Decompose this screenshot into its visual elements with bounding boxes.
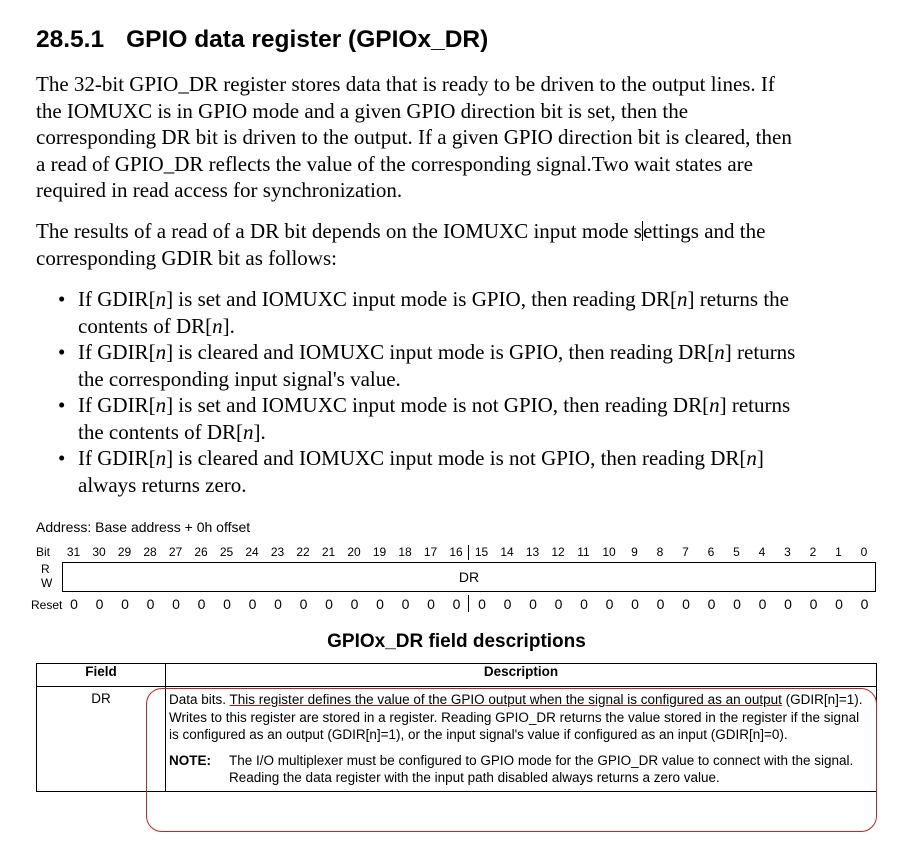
bit-number: 16 [449,545,463,559]
paragraph-line: required in read access for synchronization. [36,178,403,202]
bit-number: 12 [551,545,565,559]
bullet-icon: • [58,393,66,417]
reset-value: 0 [376,596,384,612]
bit-number: 28 [143,545,157,559]
bit-number: 0 [860,545,868,559]
bit-number: 5 [733,545,740,559]
reset-value: 0 [197,596,206,612]
field-name-cell: DR [37,687,166,792]
section-number: 28.5.1 [36,26,105,53]
text: ] is cleared and IOMUXC input mode is GPIO, then reading DR[ [166,340,715,364]
paragraph-line: the IOMUXC is in GPIO mode and a given GPIO direction bit is set, then the [36,98,689,123]
field-table-title: GPIOx_DR field descriptions [327,631,586,652]
text: ] returns [724,340,796,364]
bit-number: 18 [398,545,412,559]
reset-value: 0 [452,596,461,612]
reset-value: 0 [248,596,257,612]
column-header-field: Field [37,664,166,687]
reset-value: 0 [503,596,512,612]
table-row [37,687,877,792]
reset-value: 0 [733,596,741,612]
note-block [169,752,872,787]
italic-n: n [155,446,167,470]
italic-n: n [155,340,167,364]
paragraph-intro [36,71,792,204]
list-item [58,392,795,445]
reset-value: 0 [835,596,843,612]
bit-number: 20 [347,545,361,559]
text: If GDIR[ [78,446,156,470]
text: ]. [253,419,266,444]
bit-number: 6 [707,545,715,559]
read-behavior-list [58,286,795,498]
reset-value: 0 [325,596,333,612]
bit-number: 8 [656,545,664,559]
bit-number: 22 [296,545,310,559]
bit-number: 14 [500,545,514,559]
read-label: R [41,562,50,576]
halfword-divider [468,595,469,612]
paragraph-line: The 32-bit GPIO_DR register stores data that is ready to be driven to the output lines. If [36,72,775,96]
bit-number: 27 [168,545,183,559]
reset-value: 0 [401,596,410,612]
note-text: The I/O multiplexer must be configured to GPIO mode for the GPIO_DR value to connect with the signal. Reading the data register with the input path disabled always returns a zero value. [229,752,854,785]
text: If GDIR[ [78,340,156,364]
bit-number: 15 [474,545,489,559]
text: ]. [222,313,235,338]
reset-value: 0 [580,596,588,612]
list-item [58,286,795,339]
bit-number: 29 [117,545,132,559]
reset-value: 0 [146,596,155,612]
bit-number: 13 [525,545,540,559]
italic-n: n [714,340,725,364]
italic-n: n [212,313,223,338]
bit-number: 26 [194,545,208,559]
bit-number: 23 [270,545,285,559]
bit-number: 4 [758,545,766,559]
reset-value: 0 [172,596,180,612]
text: If GDIR[ [78,287,156,311]
paragraph-line: ettings and the [642,219,766,243]
text: the corresponding input signal's value. [78,366,401,391]
paragraph-read-results [36,218,765,271]
section-heading [36,26,488,54]
bit-number: 19 [372,545,387,559]
bit-number: 31 [66,545,81,559]
bit-number: 30 [92,545,106,559]
write-label: W [41,576,53,590]
bit-number: 9 [631,545,638,559]
bit-number: 2 [809,545,817,559]
description-prefix: Data bits. [169,692,230,707]
italic-n: n [243,419,254,444]
text: ] is set and IOMUXC input mode is GPIO, then reading DR[ [166,287,678,311]
text: ] returns [719,393,791,417]
reset-value: 0 [299,596,308,612]
field-description-table [36,663,877,792]
italic-n: n [677,287,688,311]
italic-n: n [155,393,167,417]
text: always returns zero. [78,472,247,497]
reset-value: 0 [95,596,104,612]
text: ] is set and IOMUXC input mode is not GPIO, then reading DR[ [166,393,710,417]
bit-number: 10 [602,545,616,559]
paragraph-line: corresponding DR bit is driven to the output. If a given GPIO direction bit is cleared, then [36,125,792,149]
list-item [58,445,795,498]
reset-value: 0 [350,596,359,612]
reset-value: 0 [758,596,767,612]
bullet-icon: • [58,287,66,311]
bit-number: 1 [835,545,842,559]
bullet-icon: • [58,340,66,364]
reset-value: 0 [478,596,486,612]
text: contents of DR[ [78,313,213,338]
reset-value: 0 [605,596,614,612]
reset-value: 0 [809,596,818,612]
description-underlined: This register defines the value of the GPIO output when the signal is configured as an output [229,692,782,707]
reset-value: 0 [860,596,869,612]
reset-value: 0 [121,596,129,612]
reset-value: 0 [223,596,231,612]
text: ] is cleared and IOMUXC input mode is not GPIO, then reading DR[ [166,446,747,470]
bullet-icon: • [58,446,66,470]
reset-value: 0 [70,596,78,612]
reset-value: 0 [274,596,282,612]
reset-value: 0 [631,596,639,612]
bit-number: 3 [784,545,791,559]
list-item [58,339,795,392]
description-text: (GDIR[n]=1). Writes to this register are stored in a register. Reading GPIO_DR returns the value stored in the register if the signal is configured as an output (GDIR[n]=1), or the input signal's value if configured as an input (GDIR[n]=0). [169,692,863,742]
column-header-description: Description [166,664,877,687]
bit-number: 7 [682,545,689,559]
field-description-cell [166,687,877,792]
bit-number: 17 [423,545,438,559]
halfword-divider [468,545,469,560]
text: ] returns the [687,287,789,311]
bit-label: Bit [36,545,51,559]
reset-value: 0 [554,596,563,612]
register-field-box [62,562,876,592]
paragraph-line: corresponding GDIR bit as follows: [36,245,337,270]
rw-labels [41,562,52,590]
note-label: NOTE: [169,752,211,768]
reset-label: Reset [31,598,63,612]
reset-value: 0 [784,596,792,612]
italic-n: n [709,393,720,417]
reset-value: 0 [427,596,435,612]
table-header-row [37,664,877,687]
reset-value: 0 [682,596,690,612]
bit-number: 24 [245,545,259,559]
reset-value: 0 [656,596,665,612]
bit-number: 11 [577,545,590,559]
reset-value: 0 [529,596,537,612]
bit-number: 21 [321,545,336,559]
paragraph-line: a read of GPIO_DR reflects the value of the corresponding signal.Two wait states are [36,151,753,176]
register-address: Address: Base address + 0h offset [36,519,251,535]
section-title: GPIO data register (GPIOx_DR) [126,26,489,53]
text: the contents of DR[ [78,419,244,444]
bit-number: 25 [219,545,234,559]
text: ] [756,446,764,470]
paragraph-line: The results of a read of a DR bit depends on the IOMUXC input mode s [36,219,642,243]
text: If GDIR[ [78,393,156,417]
italic-n: n [155,287,167,311]
register-field-dr: DR [458,569,480,585]
italic-n: n [746,446,757,470]
reset-value: 0 [707,596,716,612]
